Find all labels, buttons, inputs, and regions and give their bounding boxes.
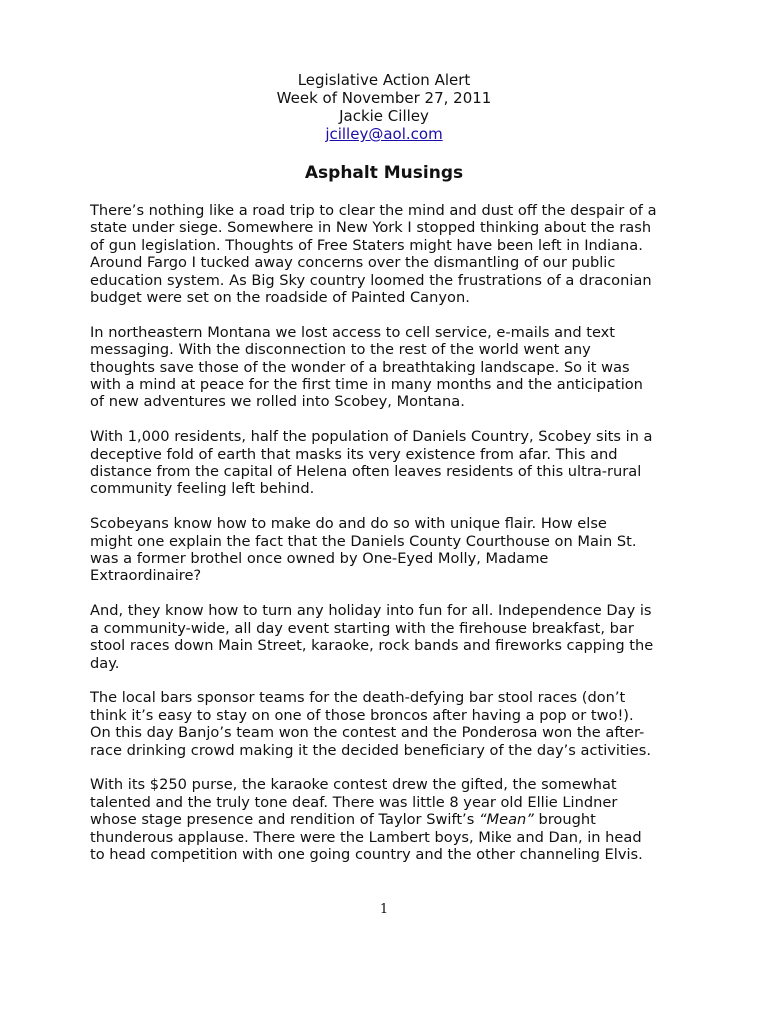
text-line: With its $250 purse, the karaoke contest drew the gifted, the somewhat [90,776,617,794]
article-title: Asphalt Musings [304,163,464,183]
document-header [0,71,768,143]
text-line: Scobeyans know how to make do and do so with unique flair. How else [90,515,607,533]
text-line: deceptive fold of earth that masks its very existence from afar. This and [90,445,618,463]
text-line [90,811,690,828]
text-line: a community-wide, all day event starting with the firehouse breakfast, bar [90,619,634,637]
text-line: think it’s easy to stay on one of those broncos after having a pop or two!). [90,706,634,724]
text-line: With 1,000 residents, half the population of Daniels Country, Scobey sits in a [90,428,653,446]
text-line: On this day Banjo’s team won the contest and the Ponderosa won the after- [90,724,645,742]
text-segment: brought [533,811,596,829]
text-line: distance from the capital of Helena often leaves residents of this ultra-rural [90,463,642,481]
text-line: messaging. With the disconnection to the rest of the world went any [90,341,591,359]
text-line: And, they know how to turn any holiday into fun for all. Independence Day is [90,602,652,620]
text-line: Extraordinaire? [90,567,202,585]
header-alert-title: Legislative Action Alert [297,71,471,89]
paragraph [90,515,690,585]
paragraph [90,602,690,672]
header-author: Jackie Cilley [339,107,429,125]
text-line: stool races down Main Street, karaoke, rock bands and fireworks capping the [90,637,654,655]
text-line: talented and the truly tone deaf. There was little 8 year old Ellie Lindner [90,793,618,811]
paragraph [90,428,690,498]
text-line: of new adventures we rolled into Scobey, Montana. [90,393,465,411]
text-line: with a mind at peace for the first time in many months and the anticipation [90,376,643,394]
text-line: to head competition with one going country and the other channeling Elvis. [90,845,643,863]
text-line: community feeling left behind. [90,480,315,498]
author-email-link[interactable]: jcilley@aol.com [325,125,443,143]
paragraph [90,324,690,411]
text-line: of gun legislation. Thoughts of Free Staters might have been left in Indiana. [90,236,643,254]
text-line: There’s nothing like a road trip to clear the mind and dust off the despair of a [90,202,657,219]
text-line: state under siege. Somewhere in New York I stopped thinking about the rash [90,219,652,237]
text-line: thunderous applause. There were the Lambert boys, Mike and Dan, in head [90,828,642,846]
paragraph [90,776,690,863]
text-line: thoughts save those of the wonder of a breathtaking landscape. So it was [90,358,630,376]
song-title: “Mean” [478,811,534,829]
text-line: budget were set on the roadside of Painted Canyon. [90,289,470,307]
text-line: might one explain the fact that the Daniels County Courthouse on Main St. [90,532,637,550]
text-line: The local bars sponsor teams for the death-defying bar stool races (don’t [90,689,626,707]
text-line: was a former brothel once owned by One-Eyed Molly, Madame [90,550,549,568]
page-number: 1 [379,902,389,917]
paragraph [90,689,690,759]
header-week: Week of November 27, 2011 [276,89,492,107]
text-line: day. [90,654,120,672]
text-line: race drinking crowd making it the decided beneficiary of the day’s activities. [90,741,651,759]
paragraph [90,202,690,306]
article-body [90,202,690,881]
text-segment: whose stage presence and rendition of Taylor Swift’s [90,811,479,829]
text-line: education system. As Big Sky country loomed the frustrations of a draconian [90,271,652,289]
text-line: In northeastern Montana we lost access to cell service, e-mails and text [90,323,616,341]
text-line: Around Fargo I tucked away concerns over the dismantling of our public [90,254,616,272]
